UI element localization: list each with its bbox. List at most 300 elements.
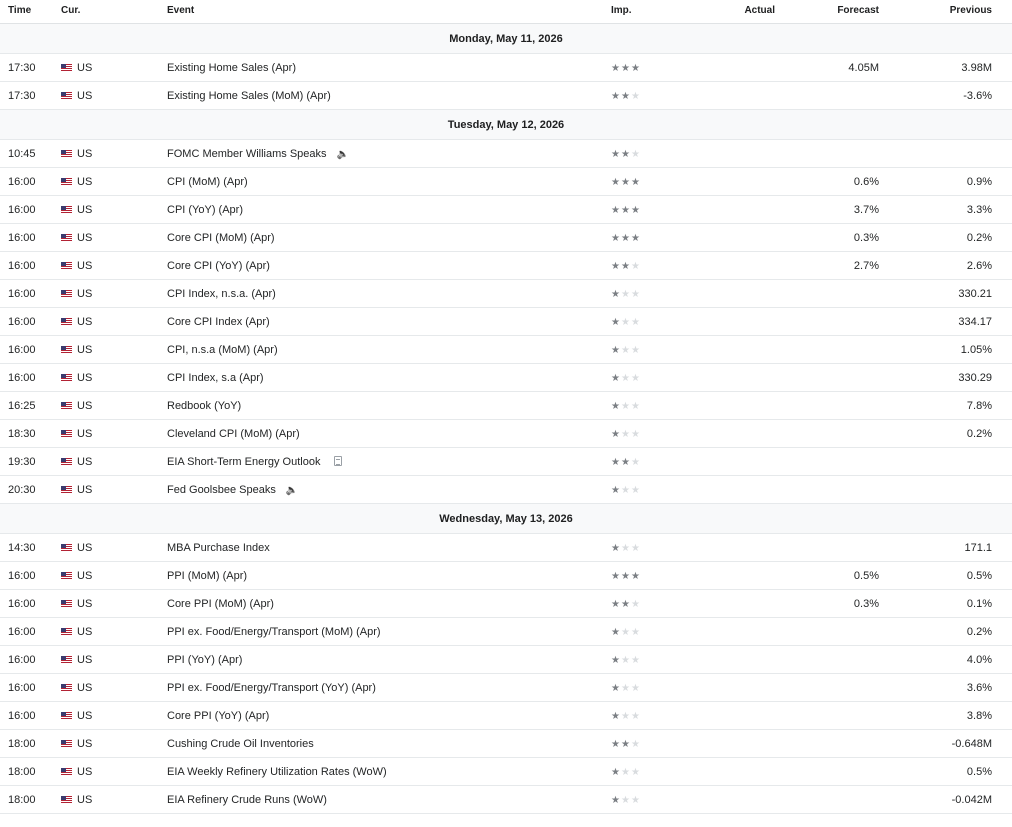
calendar-body xyxy=(0,24,1012,814)
event-cell[interactable] xyxy=(167,786,327,814)
event-cell[interactable] xyxy=(167,140,349,169)
star-icon: ★ xyxy=(630,457,640,468)
event-cell[interactable] xyxy=(167,730,314,758)
star-icon: ★ xyxy=(630,233,640,244)
event-cell[interactable] xyxy=(167,54,296,82)
currency-cell xyxy=(61,224,92,252)
event-time: 16:00 xyxy=(8,372,36,384)
currency-code: US xyxy=(77,484,93,496)
currency-code: US xyxy=(77,204,93,216)
event-name[interactable]: FOMC Member Williams Speaks xyxy=(167,148,327,160)
event-row[interactable] xyxy=(0,140,1012,168)
event-name[interactable]: EIA Short-Term Energy Outlook xyxy=(167,456,321,468)
event-time: 16:00 xyxy=(8,260,36,272)
currency-code: US xyxy=(77,400,93,412)
event-time: 18:00 xyxy=(8,794,36,806)
star-icon: ★ xyxy=(620,205,630,216)
importance-stars xyxy=(611,364,641,393)
event-name[interactable]: CPI Index, n.s.a. (Apr) xyxy=(167,288,276,300)
header-importance[interactable]: Imp. xyxy=(611,5,632,16)
date-label: Monday, May 11, 2026 xyxy=(449,33,563,45)
importance-stars xyxy=(611,786,641,815)
previous-value: 1.05% xyxy=(960,344,992,356)
event-name[interactable]: Fed Goolsbee Speaks xyxy=(167,484,276,496)
event-row[interactable] xyxy=(0,420,1012,448)
event-name[interactable]: Cleveland CPI (MoM) (Apr) xyxy=(167,428,300,440)
currency-code: US xyxy=(77,542,93,554)
header-time[interactable]: Time xyxy=(8,5,32,16)
previous-value: 334.17 xyxy=(958,316,992,328)
event-row[interactable] xyxy=(0,476,1012,504)
star-icon: ★ xyxy=(630,543,640,554)
star-icon: ★ xyxy=(611,767,620,778)
star-icon: ★ xyxy=(630,571,640,582)
date-header-row xyxy=(0,24,1012,54)
us-flag-icon xyxy=(61,684,72,692)
star-icon: ★ xyxy=(630,429,640,440)
event-time: 16:00 xyxy=(8,626,36,638)
currency-code: US xyxy=(77,710,93,722)
event-time: 17:30 xyxy=(8,90,36,102)
star-icon: ★ xyxy=(630,345,640,356)
event-name[interactable]: Cushing Crude Oil Inventories xyxy=(167,738,314,750)
previous-value: 0.5% xyxy=(966,570,992,582)
date-label: Tuesday, May 12, 2026 xyxy=(447,119,565,131)
star-icon: ★ xyxy=(611,91,620,102)
event-row[interactable] xyxy=(0,336,1012,364)
star-icon: ★ xyxy=(620,485,630,496)
star-icon: ★ xyxy=(630,317,640,328)
star-icon: ★ xyxy=(620,261,630,272)
event-cell[interactable] xyxy=(167,702,269,730)
currency-code: US xyxy=(77,148,93,160)
event-name[interactable]: Existing Home Sales (MoM) (Apr) xyxy=(167,90,331,102)
event-cell[interactable] xyxy=(167,336,278,364)
previous-value: -0.648M xyxy=(951,738,992,750)
event-time: 17:30 xyxy=(8,62,36,74)
previous-value: 4.0% xyxy=(966,654,992,666)
us-flag-icon xyxy=(61,346,72,354)
event-name[interactable]: CPI (YoY) (Apr) xyxy=(167,204,244,216)
event-time: 18:30 xyxy=(8,428,36,440)
us-flag-icon xyxy=(61,740,72,748)
us-flag-icon xyxy=(61,206,72,214)
previous-value: 0.2% xyxy=(966,232,992,244)
currency-code: US xyxy=(77,372,93,384)
importance-stars xyxy=(611,168,641,197)
table-header xyxy=(0,0,1012,24)
event-name[interactable]: PPI ex. Food/Energy/Transport (MoM) (Apr) xyxy=(167,626,381,638)
event-cell[interactable] xyxy=(167,280,276,308)
document-icon[interactable] xyxy=(334,456,342,466)
event-row[interactable] xyxy=(0,646,1012,674)
event-name[interactable]: PPI ex. Food/Energy/Transport (YoY) (Apr) xyxy=(167,682,376,694)
star-icon: ★ xyxy=(630,599,640,610)
event-cell[interactable] xyxy=(167,674,376,702)
previous-value: 3.3% xyxy=(966,204,992,216)
header-actual[interactable]: Actual xyxy=(744,5,775,16)
us-flag-icon xyxy=(61,290,72,298)
star-icon: ★ xyxy=(611,63,620,74)
date-label: Wednesday, May 13, 2026 xyxy=(439,513,573,525)
event-row[interactable] xyxy=(0,562,1012,590)
event-cell[interactable] xyxy=(167,196,243,224)
currency-code: US xyxy=(77,428,93,440)
event-cell[interactable] xyxy=(167,224,275,252)
event-name[interactable]: PPI (YoY) (Apr) xyxy=(167,654,243,666)
event-row[interactable] xyxy=(0,224,1012,252)
event-cell[interactable] xyxy=(167,646,242,674)
previous-value: 0.2% xyxy=(966,626,992,638)
currency-cell xyxy=(61,674,92,702)
us-flag-icon xyxy=(61,600,72,608)
us-flag-icon xyxy=(61,544,72,552)
star-icon: ★ xyxy=(611,373,620,384)
star-icon: ★ xyxy=(611,401,620,412)
event-row[interactable] xyxy=(0,168,1012,196)
currency-code: US xyxy=(77,176,93,188)
currency-code: US xyxy=(77,654,93,666)
forecast-value: 0.6% xyxy=(853,176,879,188)
star-icon: ★ xyxy=(620,401,630,412)
event-row[interactable] xyxy=(0,674,1012,702)
star-icon: ★ xyxy=(620,739,630,750)
event-row[interactable] xyxy=(0,786,1012,814)
event-name[interactable]: Core PPI (MoM) (Apr) xyxy=(167,598,274,610)
previous-value: -3.6% xyxy=(963,90,992,102)
star-icon: ★ xyxy=(630,767,640,778)
event-time: 16:00 xyxy=(8,232,36,244)
star-icon: ★ xyxy=(620,345,630,356)
us-flag-icon xyxy=(61,150,72,158)
importance-stars xyxy=(611,82,641,111)
star-icon: ★ xyxy=(630,177,640,188)
event-cell[interactable] xyxy=(167,392,241,420)
event-name[interactable]: CPI (MoM) (Apr) xyxy=(167,176,248,188)
event-cell[interactable] xyxy=(167,476,298,505)
previous-value: 0.2% xyxy=(966,428,992,440)
us-flag-icon xyxy=(61,656,72,664)
event-name[interactable]: CPI Index, s.a (Apr) xyxy=(167,372,264,384)
currency-code: US xyxy=(77,456,93,468)
star-icon: ★ xyxy=(620,373,630,384)
star-icon: ★ xyxy=(611,599,620,610)
currency-cell xyxy=(61,562,92,590)
importance-stars xyxy=(611,674,641,703)
star-icon: ★ xyxy=(611,739,620,750)
event-name[interactable]: PPI (MoM) (Apr) xyxy=(167,570,248,582)
forecast-value: 0.5% xyxy=(853,570,879,582)
star-icon: ★ xyxy=(630,149,640,160)
star-icon: ★ xyxy=(630,655,640,666)
event-time: 16:00 xyxy=(8,598,36,610)
currency-cell xyxy=(61,448,92,476)
event-row[interactable] xyxy=(0,54,1012,82)
us-flag-icon xyxy=(61,402,72,410)
previous-value: 3.8% xyxy=(966,710,992,722)
currency-cell xyxy=(61,590,92,618)
us-flag-icon xyxy=(61,374,72,382)
us-flag-icon xyxy=(61,92,72,100)
forecast-value: 3.7% xyxy=(853,204,879,216)
event-name[interactable]: MBA Purchase Index xyxy=(167,542,270,554)
event-cell[interactable] xyxy=(167,448,342,476)
star-icon: ★ xyxy=(630,289,640,300)
currency-cell xyxy=(61,82,92,110)
event-time: 16:00 xyxy=(8,176,36,188)
previous-value: 3.98M xyxy=(961,62,992,74)
header-previous[interactable]: Previous xyxy=(949,5,992,16)
importance-stars xyxy=(611,758,641,787)
event-time: 18:00 xyxy=(8,766,36,778)
star-icon: ★ xyxy=(630,795,640,806)
importance-stars xyxy=(611,646,641,675)
star-icon: ★ xyxy=(611,177,620,188)
currency-cell xyxy=(61,730,92,758)
star-icon: ★ xyxy=(611,289,620,300)
star-icon: ★ xyxy=(611,429,620,440)
importance-stars xyxy=(611,140,641,169)
importance-stars xyxy=(611,702,641,731)
event-name[interactable]: Existing Home Sales (Apr) xyxy=(167,62,296,74)
event-cell[interactable] xyxy=(167,82,331,110)
event-time: 16:25 xyxy=(8,400,36,412)
event-cell[interactable] xyxy=(167,562,247,590)
event-cell[interactable] xyxy=(167,758,387,786)
currency-cell xyxy=(61,758,92,786)
us-flag-icon xyxy=(61,318,72,326)
event-time: 14:30 xyxy=(8,542,36,554)
currency-code: US xyxy=(77,260,93,272)
currency-cell xyxy=(61,168,92,196)
us-flag-icon xyxy=(61,64,72,72)
event-row[interactable] xyxy=(0,618,1012,646)
event-time: 16:00 xyxy=(8,682,36,694)
star-icon: ★ xyxy=(611,345,620,356)
star-icon: ★ xyxy=(611,543,620,554)
currency-cell xyxy=(61,54,92,82)
star-icon: ★ xyxy=(620,233,630,244)
currency-code: US xyxy=(77,90,93,102)
event-time: 16:00 xyxy=(8,204,36,216)
event-cell[interactable] xyxy=(167,252,270,280)
currency-code: US xyxy=(77,344,93,356)
currency-code: US xyxy=(77,598,93,610)
star-icon: ★ xyxy=(630,63,640,74)
event-time: 19:30 xyxy=(8,456,36,468)
importance-stars xyxy=(611,224,641,253)
event-row[interactable] xyxy=(0,308,1012,336)
currency-cell xyxy=(61,476,92,504)
event-row[interactable] xyxy=(0,364,1012,392)
star-icon: ★ xyxy=(620,655,630,666)
event-name[interactable]: EIA Weekly Refinery Utilization Rates (WoW) xyxy=(167,766,387,778)
event-time: 16:00 xyxy=(8,288,36,300)
event-row[interactable] xyxy=(0,758,1012,786)
star-icon: ★ xyxy=(620,599,630,610)
star-icon: ★ xyxy=(611,795,620,806)
star-icon: ★ xyxy=(620,457,630,468)
us-flag-icon xyxy=(61,796,72,804)
star-icon: ★ xyxy=(620,627,630,638)
event-row[interactable] xyxy=(0,196,1012,224)
header-forecast[interactable]: Forecast xyxy=(837,5,879,16)
event-name[interactable]: Core PPI (YoY) (Apr) xyxy=(167,710,270,722)
event-cell[interactable] xyxy=(167,168,248,196)
event-name[interactable]: Core CPI (MoM) (Apr) xyxy=(167,232,275,244)
event-cell[interactable] xyxy=(167,534,270,562)
previous-value: 3.6% xyxy=(966,682,992,694)
importance-stars xyxy=(611,618,641,647)
star-icon: ★ xyxy=(620,63,630,74)
currency-code: US xyxy=(77,316,93,328)
event-name[interactable]: Core CPI (YoY) (Apr) xyxy=(167,260,270,272)
currency-code: US xyxy=(77,682,93,694)
event-cell[interactable] xyxy=(167,618,381,646)
importance-stars xyxy=(611,252,641,281)
currency-code: US xyxy=(77,288,93,300)
forecast-value: 4.05M xyxy=(848,62,879,74)
event-name[interactable]: CPI, n.s.a (MoM) (Apr) xyxy=(167,344,278,356)
event-row[interactable] xyxy=(0,448,1012,476)
currency-cell xyxy=(61,140,92,168)
us-flag-icon xyxy=(61,234,72,242)
event-time: 16:00 xyxy=(8,710,36,722)
star-icon: ★ xyxy=(620,289,630,300)
importance-stars xyxy=(611,308,641,337)
star-icon: ★ xyxy=(630,739,640,750)
us-flag-icon xyxy=(61,262,72,270)
currency-code: US xyxy=(77,626,93,638)
importance-stars xyxy=(611,54,641,83)
forecast-value: 2.7% xyxy=(853,260,879,272)
currency-cell xyxy=(61,364,92,392)
currency-code: US xyxy=(77,794,93,806)
star-icon: ★ xyxy=(630,485,640,496)
star-icon: ★ xyxy=(611,233,620,244)
star-icon: ★ xyxy=(611,655,620,666)
currency-cell xyxy=(61,280,92,308)
currency-cell xyxy=(61,420,92,448)
event-row[interactable] xyxy=(0,702,1012,730)
speaker-icon[interactable]: 🔈 xyxy=(336,149,349,160)
currency-code: US xyxy=(77,62,93,74)
date-header-row xyxy=(0,504,1012,534)
star-icon: ★ xyxy=(611,205,620,216)
star-icon: ★ xyxy=(611,711,620,722)
event-name[interactable]: Core CPI Index (Apr) xyxy=(167,316,270,328)
importance-stars xyxy=(611,476,641,505)
us-flag-icon xyxy=(61,430,72,438)
previous-value: 330.29 xyxy=(958,372,992,384)
event-time: 10:45 xyxy=(8,148,36,160)
currency-cell xyxy=(61,646,92,674)
event-row[interactable] xyxy=(0,534,1012,562)
star-icon: ★ xyxy=(611,627,620,638)
event-time: 16:00 xyxy=(8,316,36,328)
forecast-value: 0.3% xyxy=(853,232,879,244)
event-row[interactable] xyxy=(0,730,1012,758)
importance-stars xyxy=(611,336,641,365)
star-icon: ★ xyxy=(611,457,620,468)
star-icon: ★ xyxy=(611,485,620,496)
previous-value: -0.042M xyxy=(951,794,992,806)
star-icon: ★ xyxy=(620,91,630,102)
event-time: 18:00 xyxy=(8,738,36,750)
us-flag-icon xyxy=(61,628,72,636)
header-event[interactable]: Event xyxy=(167,5,195,16)
currency-cell xyxy=(61,196,92,224)
previous-value: 0.1% xyxy=(966,598,992,610)
currency-code: US xyxy=(77,766,93,778)
importance-stars xyxy=(611,590,641,619)
star-icon: ★ xyxy=(630,401,640,412)
currency-cell xyxy=(61,618,92,646)
previous-value: 7.8% xyxy=(966,400,992,412)
star-icon: ★ xyxy=(611,317,620,328)
event-row[interactable] xyxy=(0,252,1012,280)
star-icon: ★ xyxy=(630,683,640,694)
currency-code: US xyxy=(77,232,93,244)
forecast-value: 0.3% xyxy=(853,598,879,610)
star-icon: ★ xyxy=(620,177,630,188)
star-icon: ★ xyxy=(620,795,630,806)
star-icon: ★ xyxy=(630,261,640,272)
event-name[interactable]: Redbook (YoY) xyxy=(167,400,242,412)
star-icon: ★ xyxy=(620,767,630,778)
star-icon: ★ xyxy=(620,429,630,440)
event-cell[interactable] xyxy=(167,364,264,392)
event-time: 16:00 xyxy=(8,570,36,582)
star-icon: ★ xyxy=(620,543,630,554)
us-flag-icon xyxy=(61,768,72,776)
star-icon: ★ xyxy=(611,683,620,694)
star-icon: ★ xyxy=(611,261,620,272)
header-currency[interactable]: Cur. xyxy=(61,5,81,16)
event-time: 20:30 xyxy=(8,484,36,496)
star-icon: ★ xyxy=(620,711,630,722)
star-icon: ★ xyxy=(620,571,630,582)
importance-stars xyxy=(611,420,641,449)
currency-cell xyxy=(61,308,92,336)
importance-stars xyxy=(611,392,641,421)
us-flag-icon xyxy=(61,486,72,494)
event-row[interactable] xyxy=(0,82,1012,110)
star-icon: ★ xyxy=(620,317,630,328)
previous-value: 0.5% xyxy=(966,766,992,778)
us-flag-icon xyxy=(61,572,72,580)
event-time: 16:00 xyxy=(8,654,36,666)
currency-cell xyxy=(61,336,92,364)
importance-stars xyxy=(611,280,641,309)
star-icon: ★ xyxy=(630,627,640,638)
event-cell[interactable] xyxy=(167,308,270,336)
importance-stars xyxy=(611,196,641,225)
us-flag-icon xyxy=(61,712,72,720)
us-flag-icon xyxy=(61,458,72,466)
event-cell[interactable] xyxy=(167,420,300,448)
event-row[interactable] xyxy=(0,280,1012,308)
event-name[interactable]: EIA Refinery Crude Runs (WoW) xyxy=(167,794,327,806)
us-flag-icon xyxy=(61,178,72,186)
event-row[interactable] xyxy=(0,392,1012,420)
star-icon: ★ xyxy=(620,683,630,694)
event-row[interactable] xyxy=(0,590,1012,618)
event-cell[interactable] xyxy=(167,590,274,618)
star-icon: ★ xyxy=(630,205,640,216)
star-icon: ★ xyxy=(630,91,640,102)
speaker-icon[interactable]: 🔈 xyxy=(285,485,299,496)
